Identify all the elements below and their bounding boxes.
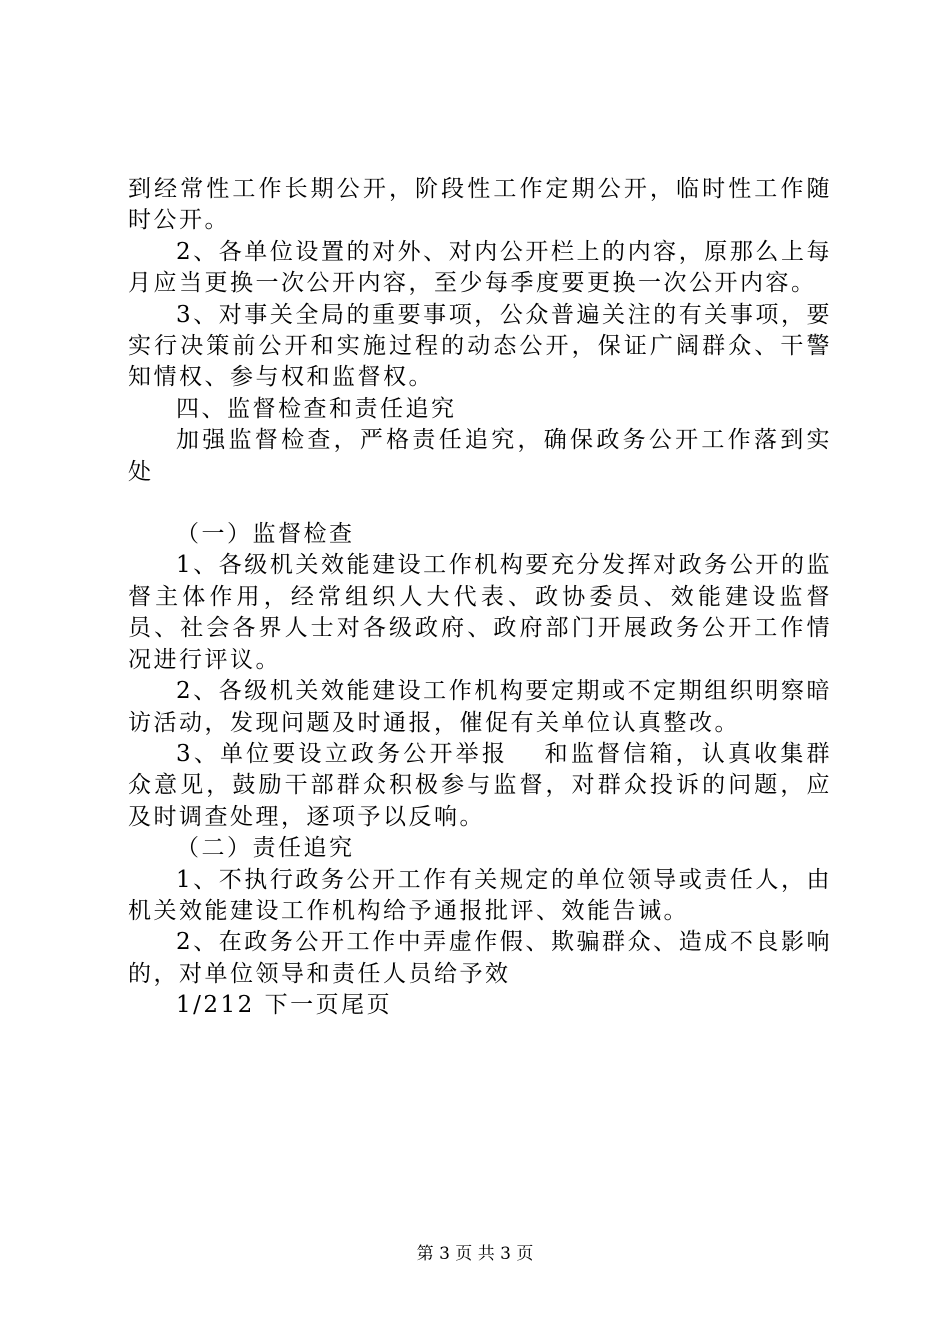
document-body [128, 174, 832, 1022]
paragraph-supervision-intro: 加强监督检查，严格责任追究，确保政务公开工作落到实处 [128, 427, 832, 485]
paragraph-accountability-item-1: 1、不执行政务公开工作有关规定的单位领导或责任人，由机关效能建设工作机构给予通报批评、效能告诫。 [128, 866, 832, 924]
paragraph-item-3-major-matters: 3、对事关全局的重要事项，公众普遍关注的有关事项，要实行决策前公开和实施过程的动态公开，保证广阔群众、干警知情权、参与权和监督权。 [128, 301, 832, 391]
paragraph-check-item-1: 1、各级机关效能建设工作机构要充分发挥对政务公开的监督主体作用，经常组织人大代表、政协委员、效能建设监督员、社会各界人士对各级政府、政府部门开展政务公开工作情况进行评议。 [128, 552, 832, 673]
pagination-text: 1/212 下一页尾页 [176, 992, 393, 1019]
subheading-supervision-check: （一）监督检查 [176, 521, 355, 548]
subheading-accountability: （二）责任追究 [176, 835, 355, 862]
page-number-footer: 第 3 页 共 3 页 [416, 1244, 534, 1264]
blank-line [128, 488, 832, 519]
paragraph-continuation: 到经常性工作长期公开，阶段性工作定期公开，临时性工作随时公开。 [128, 176, 832, 234]
paragraph-check-item-2: 2、各级机关效能建设工作机构要定期或不定期组织明察暗访活动，发现问题及时通报，催促有关单位认真整改。 [128, 678, 832, 736]
section-heading-supervision: 四、监督检查和责任追究 [176, 395, 457, 422]
paragraph-check-item-3: 3、单位要设立政务公开举报 和监督信箱，认真收集群众意见，鼓励干部群众积极参与监督，对群众投诉的问题，应及时调查处理，逐项予以反响。 [128, 740, 832, 830]
paragraph-item-2-board-update: 2、各单位设置的对外、对内公开栏上的内容，原那么上每月应当更换一次公开内容，至少每季度要更换一次公开内容。 [128, 238, 832, 297]
paragraph-accountability-item-2: 2、在政务公开工作中弄虚作假、欺骗群众、造成不良影响的，对单位领导和责任人员给予效 [128, 929, 832, 987]
